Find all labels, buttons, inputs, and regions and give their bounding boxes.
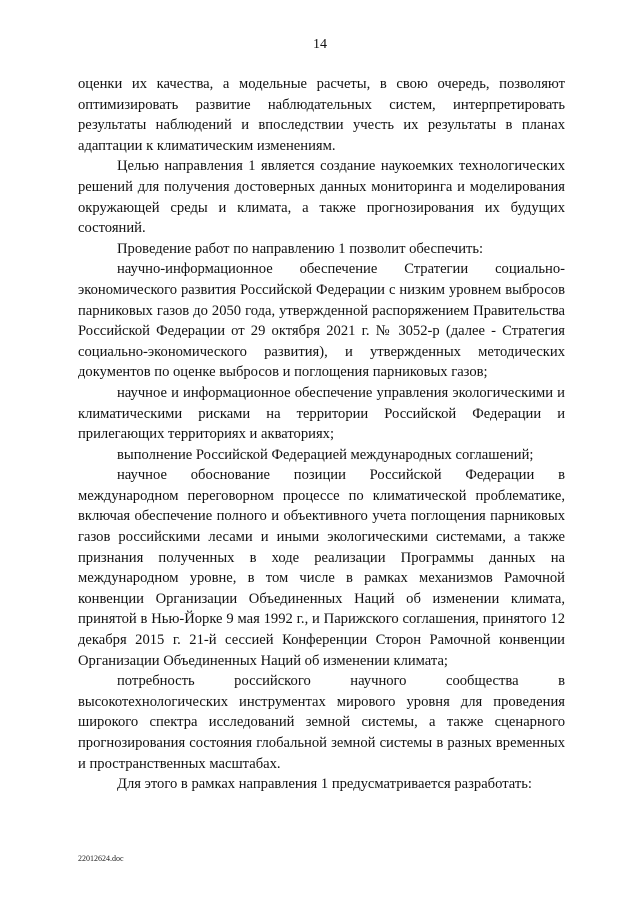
paragraph-8: потребность российского научного сообщества в высокотехнологических инструментах мирового уровня для проведения широкого спектра исследований земной системы, а также сценарного прогнозирования состояния глобальной земной системы в разных временных и пространственных масштабах. xyxy=(78,673,565,772)
paragraph-6: выполнение Российской Федерацией международных соглашений; xyxy=(117,446,534,463)
paragraph-5: научное и информационное обеспечение управления экологическими и климатическими рисками на территории Российской Федерации и прилегающих территориях и акваториях; xyxy=(78,384,565,443)
paragraph-7: научное обоснование позиции Российской Федерации в международном переговорном процессе по климатической проблематике, включая обеспечение полного и объективного учета поглощения парниковых газов российскими лесами и иными экологическими системами, а также признания полученных в ходе реализации Программы данных на международном уровне, в том числе в рамках механизмов Рамочной конвенции Организации Объединенных Наций об изменении климата, принятой в Нью-Йорке 9 мая 1992 г., и Парижского соглашения, принятого 12 декабря 2015 г. 21-й сессией Конференции Сторон Рамочной конвенции Организации Объединенных Наций об изменении климата; xyxy=(78,467,565,669)
paragraph-9: Для этого в рамках направления 1 предусматривается разработать: xyxy=(117,776,532,793)
paragraph-1: оценки их качества, а модельные расчеты, в свою очередь, позволяют оптимизировать развитие наблюдательных систем, интерпретировать результаты наблюдений и впоследствии учесть их результаты в планах адаптации к климатическим изменениям. xyxy=(78,76,565,154)
footer-filename: 22012624.doc xyxy=(78,854,124,863)
paragraph-2: Целью направления 1 является создание наукоемких технологических решений для получения достоверных данных мониторинга и моделирования окружающей среды и климата, а также прогнозирования их будущих состояний. xyxy=(78,158,565,237)
page-number: 14 xyxy=(313,37,327,52)
paragraph-3: Проведение работ по направлению 1 позволит обеспечить: xyxy=(117,240,484,257)
paragraph-4: научно-информационное обеспечение Стратегии социально-экономического развития Российской Федерации с низким уровнем выбросов парниковых газов до 2050 года, утвержденной распоряжением Правительства Российской Федерации от 29 октября 2021 г. № 3052-р (далее - Стратегия социально-экономического развития), и утвержденных методических документов по оценке выбросов и поглощения парниковых газов; xyxy=(78,261,565,381)
document-body xyxy=(78,74,565,795)
